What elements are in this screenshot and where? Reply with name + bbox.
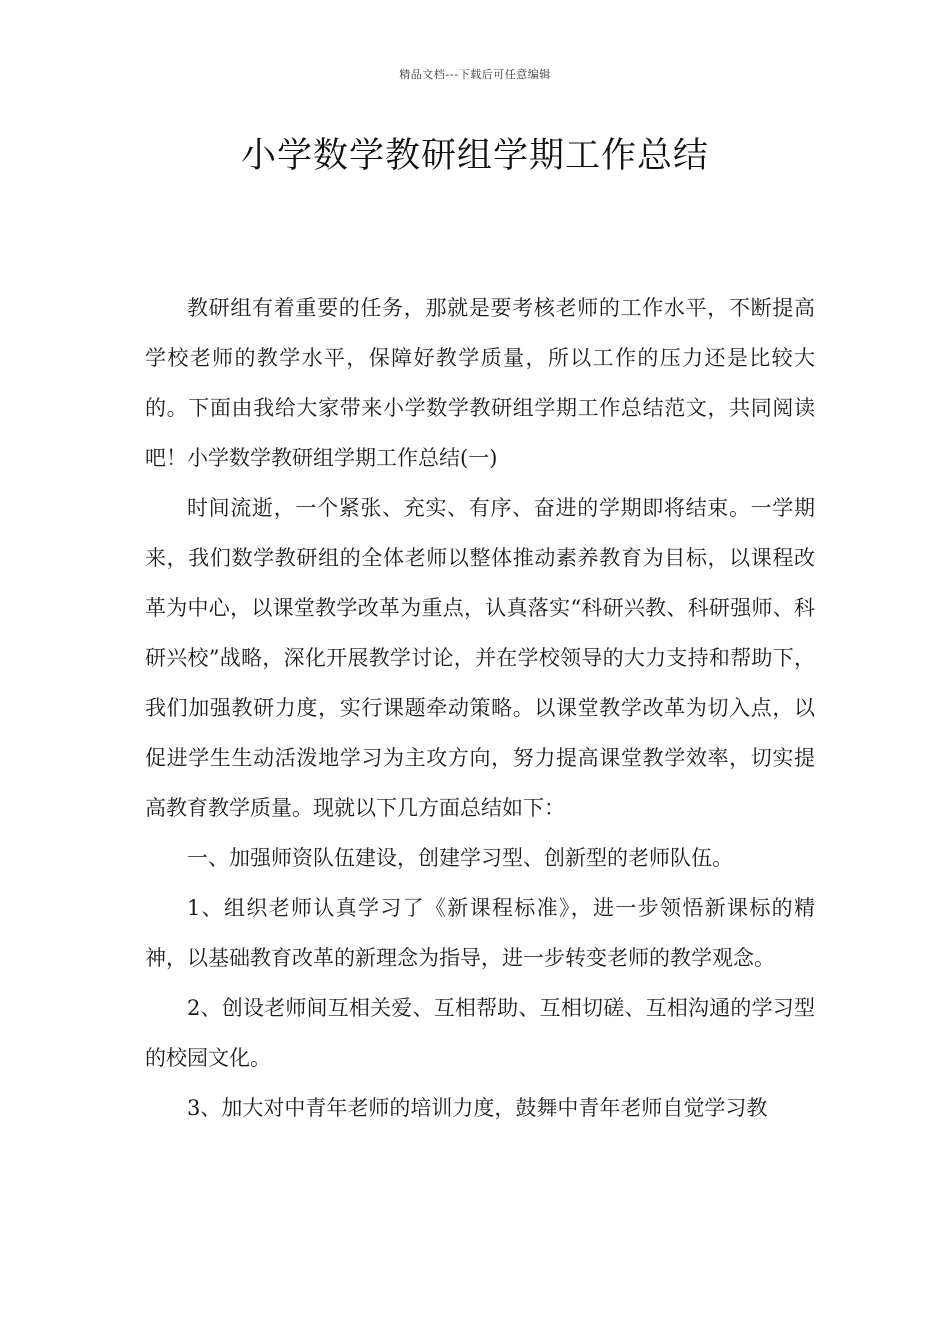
paragraph-item-3: 3、加大对中青年老师的培训力度，鼓舞中青年老师自觉学习教 — [187, 1096, 768, 1120]
paragraph-summary: 时间流逝，一个紧张、充实、有序、奋进的学期即将结束。一学期来，我们数学教研组的全体老师以整体推动素养教育为目标，以课程改革为中心，以课堂教学改革为重点，认真落实“科研兴教、科研强师、科研兴校”战略，深化开展教学讨论，并在学校领导的大力支持和帮助下，我们加强教研力度，实行课题牵动策略。以课堂教学改革为切入点，以促进学生生动活泼地学习为主攻方向，努力提高课堂教学效率，切实提高教育教学质量。现就以下几方面总结如下： — [145, 496, 815, 820]
paragraph-item-1: 1、组织老师认真学习了《新课程标准》，进一步领悟新课标的精神，以基础教育改革的新理念为指导，进一步转变老师的教学观念。 — [145, 896, 815, 970]
paragraph-intro: 教研组有着重要的任务，那就是要考核老师的工作水平，不断提高学校老师的教学水平，保障好教学质量，所以工作的压力还是比较大的。下面由我给大家带来小学数学教研组学期工作总结范文，共同阅读吧！小学数学教研组学期工作总结(一) — [145, 296, 815, 470]
header-note: 精品文档---下载后可任意编辑 — [399, 68, 551, 81]
paragraph-item-2: 2、创设老师间互相关爱、互相帮助、互相切磋、互相沟通的学习型的校园文化。 — [145, 996, 815, 1070]
document-title: 小学数学教研组学期工作总结 — [240, 136, 709, 176]
paragraph-section-heading: 一、加强师资队伍建设，创建学习型、创新型的老师队伍。 — [187, 846, 733, 870]
document-body — [145, 283, 815, 1133]
